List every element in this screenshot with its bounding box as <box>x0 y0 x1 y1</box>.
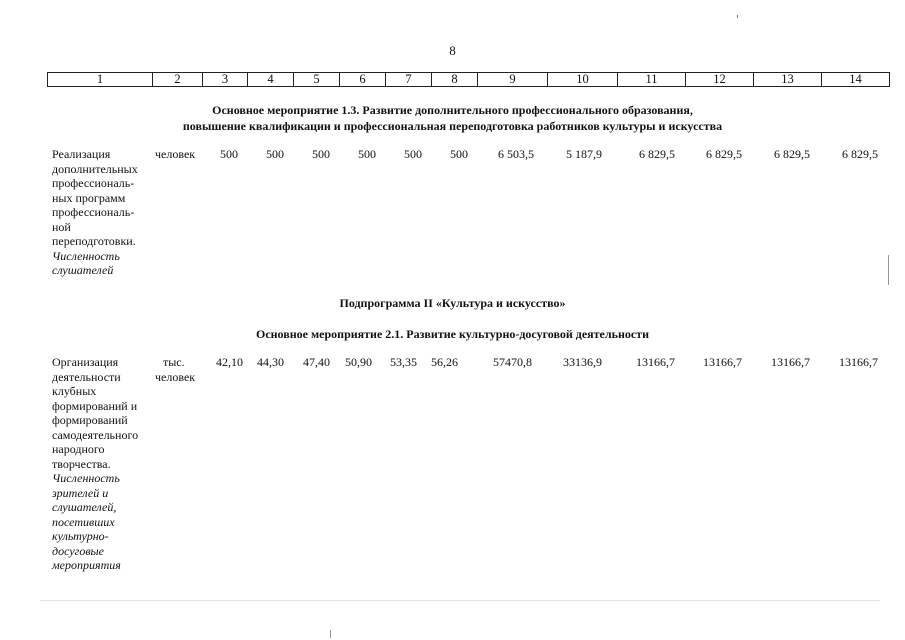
section-title-line: Основное мероприятие 1.3. Развитие дополнительного профессионального образования, <box>212 103 693 117</box>
value-cell: 13166,7 <box>636 355 675 369</box>
column-number: 3 <box>203 73 248 87</box>
column-number: 4 <box>248 73 294 87</box>
page-number: 8 <box>449 43 456 58</box>
value-cell: 53,35 <box>390 355 417 369</box>
column-number: 1 <box>48 73 153 87</box>
column-number: 11 <box>618 73 686 87</box>
value-cell: 500 <box>312 147 330 161</box>
column-number: 7 <box>386 73 432 87</box>
value-cell: 6 829,5 <box>706 147 742 161</box>
value-cell: 47,40 <box>303 355 330 369</box>
value-cell: 5 187,9 <box>566 147 602 161</box>
value-cell: 13166,7 <box>703 355 742 369</box>
value-cell: 42,10 <box>216 355 243 369</box>
column-number-header <box>47 72 890 87</box>
indicator-name: Организация деятельности клубных формирований и формирований самодеятельного народного творчества. Численность зрителей и слушателей, посетивших культурно- досуговые мероприятия <box>52 355 139 572</box>
value-cell: 56,26 <box>431 355 458 369</box>
unit-of-measure: тыс. человек <box>155 355 196 384</box>
value-cell: 44,30 <box>257 355 284 369</box>
value-cell: 57470,8 <box>493 355 532 369</box>
section-title-2-1: Основное мероприятие 2.1. Развитие культурно-досуговой деятельности <box>255 327 649 341</box>
column-number: 14 <box>822 73 890 87</box>
column-number: 10 <box>548 73 618 87</box>
column-number: 6 <box>340 73 386 87</box>
value-cell: 13166,7 <box>771 355 810 369</box>
section-title-1-3 <box>0 102 905 134</box>
value-cell: 500 <box>266 147 284 161</box>
subprogram-title: Подпрограмма II «Культура и искусство» <box>339 296 566 310</box>
column-number: 5 <box>294 73 340 87</box>
value-cell: 500 <box>220 147 238 161</box>
column-number: 12 <box>686 73 754 87</box>
column-number: 13 <box>754 73 822 87</box>
scan-speck <box>330 630 331 638</box>
scan-speck <box>888 255 889 285</box>
section-title-line: повышение квалификации и профессиональная переподготовка работников культуры и искусства <box>182 119 723 133</box>
column-number: 8 <box>432 73 478 87</box>
indicator-name: Реализация дополнительных профессиональ- ных программ профессиональ- ной переподготовки. Численность слушателей <box>52 147 138 277</box>
value-cell: 33136,9 <box>563 355 602 369</box>
value-cell: 500 <box>358 147 376 161</box>
scan-noise-line <box>40 600 880 601</box>
value-cell: 6 503,5 <box>498 147 534 161</box>
value-cell: 13166,7 <box>839 355 878 369</box>
scan-speck <box>737 15 738 18</box>
value-cell: 500 <box>450 147 468 161</box>
value-cell: 50,90 <box>345 355 372 369</box>
value-cell: 6 829,5 <box>842 147 878 161</box>
column-number: 9 <box>478 73 548 87</box>
unit-of-measure: человек <box>155 147 196 161</box>
value-cell: 6 829,5 <box>774 147 810 161</box>
value-cell: 6 829,5 <box>639 147 675 161</box>
value-cell: 500 <box>404 147 422 161</box>
column-number: 2 <box>153 73 203 87</box>
